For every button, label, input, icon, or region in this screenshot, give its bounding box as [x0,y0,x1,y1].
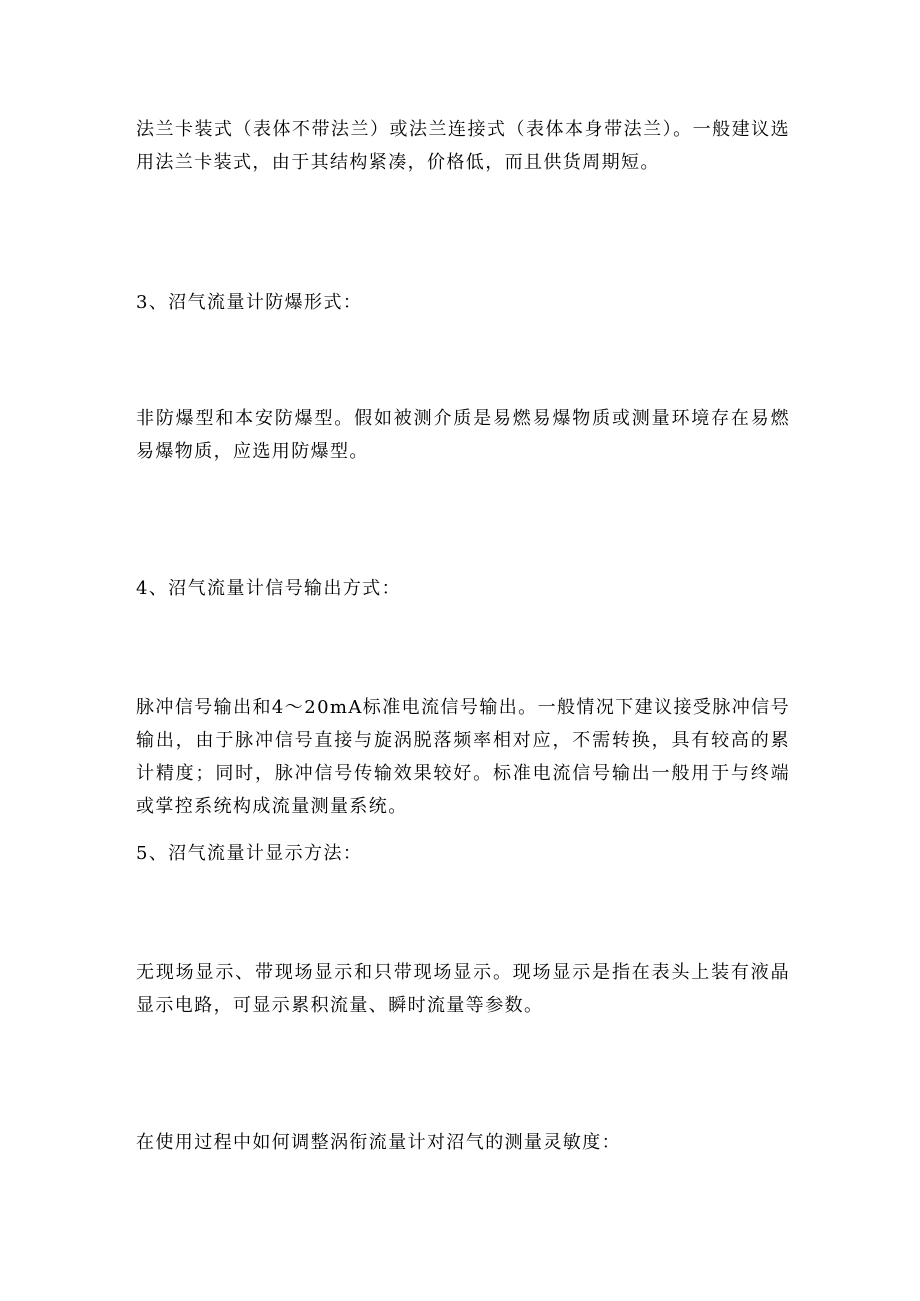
heading-signal-output: 4、沼气流量计信号输出方式： [136,578,402,599]
heading-explosion-proof: 3、沼气流量计防爆形式： [136,292,363,313]
paragraph-flange-type: 法兰卡装式（表体不带法兰）或法兰连接式（表体本身带法兰）。一般建议选用法兰卡装式，由于其结构紧凑，价格低，而且供货周期短。 [136,119,790,173]
paragraph-explosion-proof: 非防爆型和本安防爆型。假如被测介质是易燃易爆物质或测量环境存在易燃易爆物质，应选用防爆型。 [136,408,790,462]
heading-display-method: 5、沼气流量计显示方法： [136,843,363,864]
paragraph-display-method: 无现场显示、带现场显示和只带现场显示。现场显示是指在表头上装有液晶显示电路，可显示累积流量、瞬时流量等参数。 [136,962,790,1016]
paragraph-signal-output: 脉冲信号输出和4～20mA标准电流信号输出。一般情况下建议接受脉冲信号输出，由于脉冲信号直接与旋涡脱落频率相对应，不需转换，具有较高的累计精度；同时，脉冲信号传输效果较好。标准电流信号输出一般用于与终端或掌控系统构成流量测量系统。 [136,697,790,817]
heading-sensitivity-adjustment: 在使用过程中如何调整涡衔流量计对沼气的测量灵敏度： [136,1132,621,1153]
